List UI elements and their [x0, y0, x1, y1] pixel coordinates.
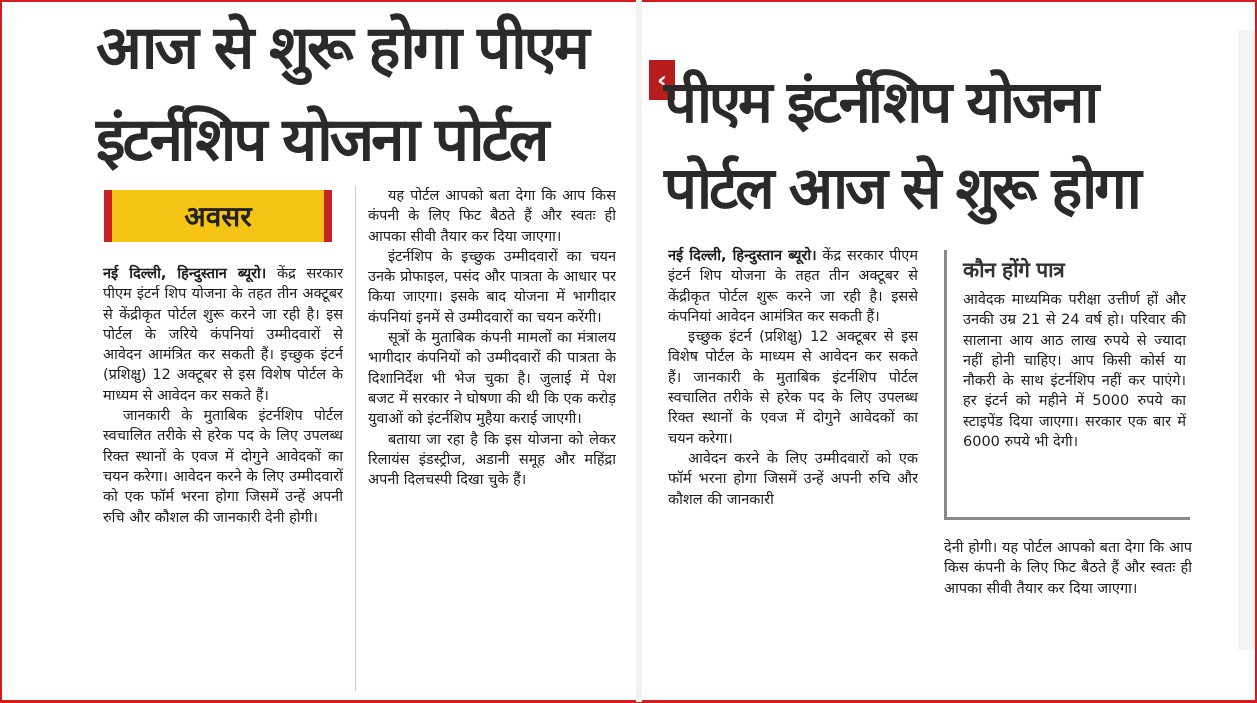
left-col2-para4: बताया जा रहा है कि इस योजना को लेकर रिलायंस इंडस्ट्रीज, अडानी समूह और महिंद्रा अपनी दिलचस्पी दिखा चुके हैं।	[368, 431, 616, 489]
badge-label: अवसर	[184, 200, 252, 233]
back-arrow-icon[interactable]: ‹	[649, 60, 675, 100]
left-headline-line1: आज से शुरू होगा पीएम	[96, 13, 587, 83]
clipping-divider	[636, 0, 642, 702]
left-col1-para2: जानकारी के मुताबिक इंटर्नशिप पोर्टल स्वचालित तरीके से हरेक पद के लिए उपलब्ध रिक्त स्थानों के एवज में दोगुने आवेदकों का चयन करेगा। आवेदन करने के लिए उम्मीदवारों को एक फॉर्म भरना होगा जिसमें उन्हें अपनी रुचि और कौशल की जानकारी देनी होगी।	[103, 408, 343, 526]
opportunity-badge	[104, 190, 332, 242]
left-col1-para1-text: केंद्र सरकार पीएम इंटर्न शिप योजना के तहत तीन अक्टूबर से केंद्रीकृत पोर्टल शुरू करने जा रही है। इस पोर्टल के जरिये कंपनियां उम्मीदवारों से आवेदन आमंत्रित कर सकती हैं। इच्छुक इंटर्न (प्रशिक्षु) 12 अक्टूबर से इस विशेष पोर्टल के माध्यम से आवेदन कर सकते हैं।	[103, 266, 343, 404]
left-column-1	[103, 264, 343, 694]
right-col3-para1-text: केंद्र सरकार पीएम इंटर्न शिप योजना के तहत तीन अक्टूबर से केंद्रीकृत पोर्टल शुरू करने जा रही है। इससे कंपनियां आवेदन आमंत्रित कर सकती हैं।	[668, 248, 918, 325]
eligibility-title: कौन होंगे पात्र	[963, 258, 1065, 282]
eligibility-box	[944, 250, 1190, 520]
column-rule	[355, 186, 356, 691]
right-col3-para1	[668, 246, 918, 327]
left-col1-para1	[103, 264, 343, 406]
right-headline-line1: पीएम इंटर्नशिप योजना	[664, 68, 1097, 136]
scroll-strip	[1238, 30, 1255, 650]
right-col3-para3: आवेदन करने के लिए उम्मीदवारों को एक फॉर्म भरना होगा जिसमें उन्हें अपनी रुचि और कौशल की जानकारी	[668, 450, 918, 508]
left-col2-para1: यह पोर्टल आपको बता देगा कि आप किस कंपनी के लिए फिट बैठते हैं और स्वतः ही आपका सीवी तैयार कर दिया जाएगा।	[368, 188, 616, 245]
left-dateline: नई दिल्ली, हिन्दुस्तान ब्यूरो।	[103, 266, 267, 282]
left-col2-para3: सूत्रों के मुताबिक कंपनी मामलों का मंत्रालय भागीदार कंपनियों को उम्मीदवारों की पात्रता के दिशानिर्देश भी भेज चुका है। जुलाई में पेश बजट में सरकार ने घोषणा की थी कि एक करोड़ युवाओं को इंटर्नशिप मुहैया कराई जाएगी।	[368, 330, 616, 428]
right-col4-para1: देनी होगी। यह पोर्टल आपको बता देगा कि आप किस कंपनी के लिए फिट बैठते हैं और स्वतः ही आपका सीवी तैयार कर दिया जाएगा।	[944, 540, 1192, 597]
right-col3-para2: इच्छुक इंटर्न (प्रशिक्षु) 12 अक्टूबर से इस विशेष पोर्टल के माध्यम से आवेदन कर सकते हैं। जानकारी के मुताबिक इंटर्नशिप पोर्टल स्वचालित तरीके से हरेक पद के लिए उपलब्ध रिक्त स्थानों के एवज में दोगुने आवेदकों का चयन करेगा।	[668, 329, 918, 447]
left-headline-line2: इंटर्नशिप योजना पोर्टल	[96, 105, 547, 175]
eligibility-text: आवेदक माध्यमिक परीक्षा उत्तीर्ण हों और उनकी उम्र 21 से 24 वर्ष हो। परिवार की सालाना आय आठ लाख रुपये से ज्यादा नहीं होनी चाहिए। आप किसी कोर्स या नौकरी के साथ इंटर्नशिप नहीं कर पाएंगे। हर इंटर्न को महीने में 5000 रुपये का स्टाइपेंड दिया जाएगा। सरकार एक बार में 6000 रुपये भी देगी।	[963, 292, 1186, 451]
left-col2-para2: इंटर्नशिप के इच्छुक उम्मीदवारों का चयन उनके प्रोफाइल, पसंद और पात्रता के आधार पर किया जाएगा। इसके बाद योजना में भागीदार कंपनियां इनमें से उम्मीदवारों का चयन करेंगी।	[368, 248, 616, 326]
right-headline-line2: पोर्टल आज से शुरू होगा	[664, 154, 1139, 222]
right-column-1	[668, 246, 918, 646]
left-column-2	[368, 186, 616, 691]
right-column-2	[944, 538, 1192, 648]
right-dateline: नई दिल्ली, हिन्दुस्तान ब्यूरो।	[668, 248, 817, 264]
